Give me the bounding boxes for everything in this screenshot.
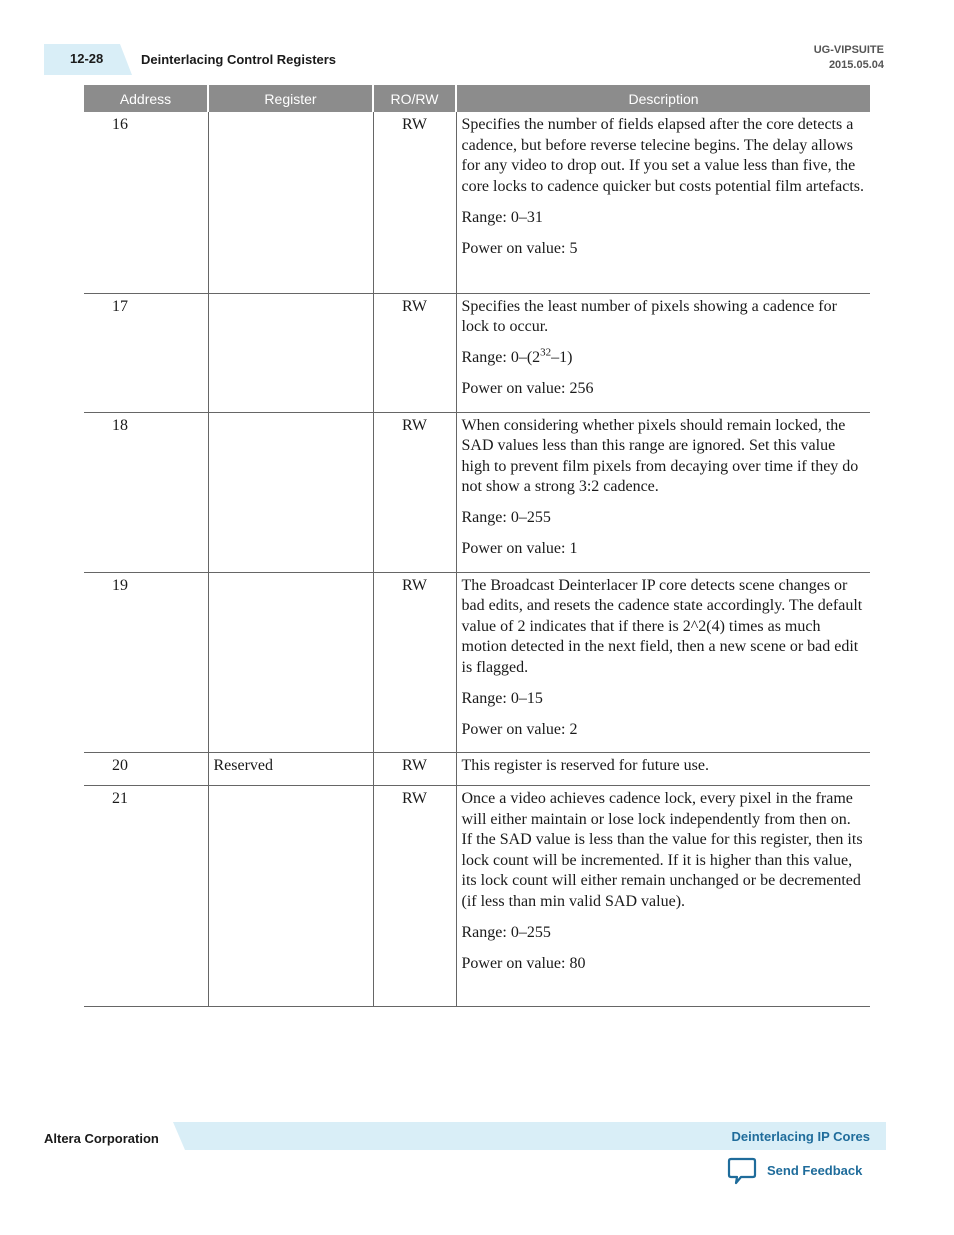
- access-cell: RW: [373, 412, 456, 572]
- power-on-text: Power on value: 256: [461, 380, 594, 397]
- column-header-address: Address: [84, 85, 208, 112]
- description-cell: [456, 112, 870, 293]
- address-cell: 21: [84, 786, 208, 1007]
- column-header-access: RO/RW: [373, 85, 456, 112]
- range-text: Range: 0–15: [461, 689, 543, 707]
- address-cell: 20: [84, 752, 208, 786]
- table-row: [84, 786, 870, 1007]
- register-cell: [208, 112, 373, 293]
- access-cell: RW: [373, 293, 456, 412]
- speech-bubble-icon: [727, 1157, 757, 1190]
- column-header-description: Description: [456, 85, 870, 112]
- table-row: [84, 752, 870, 786]
- register-table: [84, 85, 870, 1007]
- range-text: Range: 0–255: [461, 509, 551, 526]
- access-cell: RW: [373, 752, 456, 786]
- footer-doc-title-link[interactable]: Deinterlacing IP Cores: [731, 1129, 870, 1144]
- description-cell: [456, 572, 870, 752]
- description-text: This register is reserved for future use.: [461, 756, 709, 774]
- access-cell: RW: [373, 572, 456, 752]
- description-cell: [456, 786, 870, 1007]
- power-on-text: Power on value: 5: [461, 239, 578, 257]
- power-on-text: Power on value: 2: [461, 720, 578, 738]
- doc-id: UG-VIPSUITE: [813, 44, 884, 56]
- company-name: Altera Corporation: [44, 1131, 159, 1146]
- table-header-row: [84, 85, 870, 112]
- description-text: The Broadcast Deinterlacer IP core detects scene changes or bad edits, and resets the cadence state accordingly. The default value of 2 indicates that if there is 2^2(4) times as much motion detected in the next field, then a new scene or bad edit is flagged.: [461, 576, 863, 676]
- section-title: Deinterlacing Control Registers: [141, 52, 337, 67]
- description-text: When considering whether pixels should remain locked, the SAD values less than this range are ignored. Set this value high to prevent film pixels from decaying over time if they do not show a strong 3:2 cadence.: [461, 416, 859, 495]
- description-text: Specifies the least number of pixels showing a cadence for lock to occur.: [461, 297, 837, 335]
- table-row: [84, 112, 870, 293]
- send-feedback-link[interactable]: [727, 1158, 862, 1188]
- register-cell: Reserved: [208, 752, 373, 786]
- table-row: [84, 572, 870, 752]
- description-text: Once a video achieves cadence lock, every pixel in the frame will either maintain or lose lock independently from then on. If the SAD value is less than the value for this register, then its lock count will be incremented. If it is higher than this value, its lock count will either remain unchanged or be decremented (if less than min valid SAD value).: [461, 790, 863, 910]
- doc-date: 2015.05.04: [828, 59, 884, 71]
- description-cell: [456, 752, 870, 786]
- power-on-text: Power on value: 1: [461, 540, 578, 557]
- register-cell: [208, 572, 373, 752]
- register-cell: [208, 293, 373, 412]
- register-cell: [208, 786, 373, 1007]
- address-cell: 19: [84, 572, 208, 752]
- description-text: Specifies the number of fields elapsed after the core detects a cadence, but before reverse telecine begins. The delay allows for any video to drop out. If you set a value less than five, the core locks to cadence quicker but costs potential film artefacts.: [461, 116, 865, 195]
- range-text: Range: $0-(2^{32}-1)$: [461, 346, 573, 366]
- table-row: [84, 412, 870, 572]
- address-cell: 16: [84, 112, 208, 293]
- description-cell: [456, 412, 870, 572]
- doc-info: [814, 43, 884, 73]
- exponent: 32: [540, 346, 552, 359]
- page-number: 12-28: [70, 51, 104, 66]
- address-cell: 17: [84, 293, 208, 412]
- table-row: [84, 293, 870, 412]
- access-cell: RW: [373, 786, 456, 1007]
- range-text: Range: 0–255: [461, 923, 551, 941]
- column-header-register: Register: [208, 85, 373, 112]
- power-on-text: Power on value: 80: [461, 954, 586, 972]
- description-cell: [456, 293, 870, 412]
- access-cell: RW: [373, 112, 456, 293]
- register-cell: [208, 412, 373, 572]
- send-feedback-label[interactable]: Send Feedback: [767, 1162, 863, 1178]
- address-cell: 18: [84, 412, 208, 572]
- range-text: Range: 0–31: [461, 208, 543, 226]
